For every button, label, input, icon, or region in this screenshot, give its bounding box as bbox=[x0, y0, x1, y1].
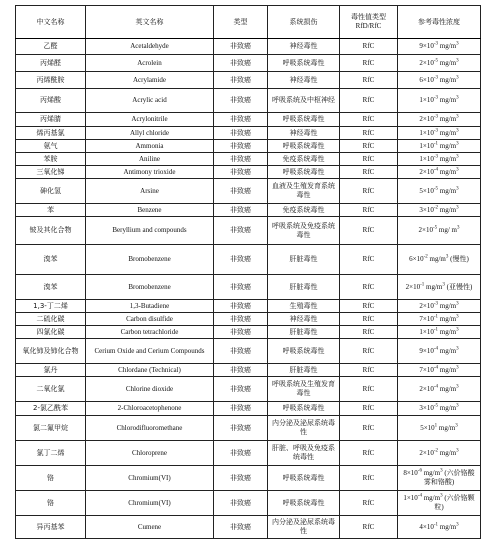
cell-en-name: Benzene bbox=[86, 204, 214, 217]
cell-target-system: 肝脏毒性 bbox=[268, 326, 340, 339]
table-row bbox=[16, 364, 481, 377]
cell-concentration: $8\times 10^{-6}$ $mg/m^3$ (六价铬酸雾和铬酸) bbox=[398, 466, 481, 491]
table-row bbox=[16, 377, 481, 402]
header-type: 类型 bbox=[214, 6, 268, 39]
header-cn-name: 中文名称 bbox=[16, 6, 86, 39]
cell-en-name: Aniline bbox=[86, 153, 214, 166]
cell-value-type: RfC bbox=[340, 326, 398, 339]
cell-concentration: $1\times 10^{-1}$ $mg/m^3$ bbox=[398, 140, 481, 153]
table-row bbox=[16, 72, 481, 89]
cell-cn-name: 异丙基苯 bbox=[16, 516, 86, 539]
cell-en-name: Beryllium and compounds bbox=[86, 217, 214, 245]
table-row bbox=[16, 153, 481, 166]
cell-type: 非致癌 bbox=[214, 55, 268, 72]
header-target-system: 系统损伤 bbox=[268, 6, 340, 39]
cell-type: 非致癌 bbox=[214, 217, 268, 245]
cell-en-name: Cumene bbox=[86, 516, 214, 539]
cell-cn-name: 苯胺 bbox=[16, 153, 86, 166]
cell-value-type: RfC bbox=[340, 179, 398, 204]
cell-target-system: 内分泌及泌尿系统毒性 bbox=[268, 416, 340, 441]
cell-type: 非致癌 bbox=[214, 166, 268, 179]
cell-type: 非致癌 bbox=[214, 491, 268, 516]
table-row bbox=[16, 204, 481, 217]
cell-en-name: Carbon tetrachloride bbox=[86, 326, 214, 339]
cell-target-system: 肝脏毒性 bbox=[268, 364, 340, 377]
cell-cn-name: 烯丙基氯 bbox=[16, 127, 86, 140]
cell-target-system: 呼吸系统及生殖发育毒性 bbox=[268, 377, 340, 402]
cell-value-type: RfC bbox=[340, 339, 398, 364]
cell-cn-name: 氧化铈及铈化合物 bbox=[16, 339, 86, 364]
cell-en-name: Ammonia bbox=[86, 140, 214, 153]
cell-type: 非致癌 bbox=[214, 313, 268, 326]
cell-cn-name: 氯丁二烯 bbox=[16, 441, 86, 466]
cell-type: 非致癌 bbox=[214, 127, 268, 140]
cell-cn-name: 丙烯酸 bbox=[16, 89, 86, 113]
cell-cn-name: 乙醛 bbox=[16, 39, 86, 55]
cell-concentration: $1\times 10^{-3}$ $mg/m^3$ bbox=[398, 153, 481, 166]
cell-value-type: RfC bbox=[340, 55, 398, 72]
cell-cn-name: 铬 bbox=[16, 466, 86, 491]
cell-concentration: $2\times 10^{-3}$ $mg/m^3$ bbox=[398, 300, 481, 313]
cell-en-name: 2-Chloroacetophenone bbox=[86, 402, 214, 416]
table-row bbox=[16, 416, 481, 441]
cell-en-name: Acrylamide bbox=[86, 72, 214, 89]
cell-cn-name: 丙烯酰胺 bbox=[16, 72, 86, 89]
cell-concentration: $3\times 10^{-5}$ $mg/m^3$ bbox=[398, 402, 481, 416]
toxicity-table bbox=[15, 5, 481, 539]
cell-concentration: $5\times 10^{-5}$ $mg/m^3$ bbox=[398, 179, 481, 204]
cell-cn-name: 溴苯 bbox=[16, 245, 86, 275]
cell-type: 非致癌 bbox=[214, 516, 268, 539]
cell-type: 非致癌 bbox=[214, 140, 268, 153]
header-concentration: 参考毒性浓度 bbox=[398, 6, 481, 39]
cell-en-name: Cerium Oxide and Cerium Compounds bbox=[86, 339, 214, 364]
cell-target-system: 肝脏毒性 bbox=[268, 245, 340, 275]
cell-type: 非致癌 bbox=[214, 416, 268, 441]
cell-value-type: RfC bbox=[340, 217, 398, 245]
cell-en-name: Acrolein bbox=[86, 55, 214, 72]
cell-en-name: Arsine bbox=[86, 179, 214, 204]
cell-value-type: RfC bbox=[340, 300, 398, 313]
cell-target-system: 呼吸系统毒性 bbox=[268, 55, 340, 72]
cell-en-name: 1,3-Butadiene bbox=[86, 300, 214, 313]
table-row bbox=[16, 313, 481, 326]
cell-concentration: $1\times 10^{-3}$ $mg/m^3$ bbox=[398, 89, 481, 113]
cell-target-system: 呼吸系统毒性 bbox=[268, 339, 340, 364]
cell-value-type: RfC bbox=[340, 140, 398, 153]
cell-en-name: Allyl chloride bbox=[86, 127, 214, 140]
cell-target-system: 内分泌及泌尿系统毒性 bbox=[268, 516, 340, 539]
cell-en-name: Chlorodifluoromethane bbox=[86, 416, 214, 441]
cell-type: 非致癌 bbox=[214, 364, 268, 377]
cell-target-system: 血液及生殖发育系统毒性 bbox=[268, 179, 340, 204]
cell-en-name: Antimony trioxide bbox=[86, 166, 214, 179]
cell-type: 非致癌 bbox=[214, 204, 268, 217]
cell-cn-name: 2-氯乙酰苯 bbox=[16, 402, 86, 416]
cell-target-system: 神经毒性 bbox=[268, 39, 340, 55]
cell-cn-name: 溴苯 bbox=[16, 275, 86, 300]
cell-en-name: Acetaldehyde bbox=[86, 39, 214, 55]
cell-value-type: RfC bbox=[340, 441, 398, 466]
table-row bbox=[16, 516, 481, 539]
cell-value-type: RfC bbox=[340, 416, 398, 441]
cell-type: 非致癌 bbox=[214, 326, 268, 339]
cell-target-system: 呼吸系统毒性 bbox=[268, 402, 340, 416]
cell-value-type: RfC bbox=[340, 516, 398, 539]
cell-concentration: $2\times 10^{-5}$ mg/ $m^3$ bbox=[398, 217, 481, 245]
cell-target-system: 呼吸系统及免疫系统毒性 bbox=[268, 217, 340, 245]
table-row bbox=[16, 275, 481, 300]
cell-value-type: RfC bbox=[340, 153, 398, 166]
table-row bbox=[16, 127, 481, 140]
table-row bbox=[16, 326, 481, 339]
cell-en-name: Bromobenzene bbox=[86, 245, 214, 275]
cell-value-type: RfC bbox=[340, 127, 398, 140]
cell-cn-name: 砷化氢 bbox=[16, 179, 86, 204]
cell-type: 非致癌 bbox=[214, 72, 268, 89]
cell-en-name: Chromium(VI) bbox=[86, 466, 214, 491]
cell-en-name: Acrylonitrile bbox=[86, 113, 214, 127]
cell-en-name: Bromobenzene bbox=[86, 275, 214, 300]
table-row bbox=[16, 113, 481, 127]
cell-type: 非致癌 bbox=[214, 441, 268, 466]
table-row bbox=[16, 179, 481, 204]
cell-type: 非致癌 bbox=[214, 113, 268, 127]
cell-target-system: 呼吸系统毒性 bbox=[268, 466, 340, 491]
cell-value-type: RfC bbox=[340, 89, 398, 113]
cell-value-type: RfC bbox=[340, 377, 398, 402]
cell-en-name: Chlordane (Technical) bbox=[86, 364, 214, 377]
cell-concentration: $1\times 10^{-3}$ $mg/m^3$ bbox=[398, 127, 481, 140]
cell-type: 非致癌 bbox=[214, 39, 268, 55]
cell-en-name: Chloroprene bbox=[86, 441, 214, 466]
cell-target-system: 生殖毒性 bbox=[268, 300, 340, 313]
table-row bbox=[16, 491, 481, 516]
cell-concentration: $6\times 10^{-2}$ $mg/m^3$ (慢性) bbox=[398, 245, 481, 275]
cell-target-system: 免疫系统毒性 bbox=[268, 153, 340, 166]
cell-concentration: $3\times 10^{-2}$ $mg/m^3$ bbox=[398, 204, 481, 217]
cell-concentration: $6\times 10^{-3}$ $mg/m^3$ bbox=[398, 72, 481, 89]
table-row bbox=[16, 140, 481, 153]
cell-concentration: $9\times 10^{-3}$ $mg/m^3$ bbox=[398, 39, 481, 55]
cell-concentration: $7\times 10^{-1}$ $mg/m^3$ bbox=[398, 313, 481, 326]
cell-type: 非致癌 bbox=[214, 275, 268, 300]
table-row bbox=[16, 166, 481, 179]
table-row bbox=[16, 89, 481, 113]
cell-cn-name: 氯丹 bbox=[16, 364, 86, 377]
cell-type: 非致癌 bbox=[214, 339, 268, 364]
cell-cn-name: 氯二氟甲烷 bbox=[16, 416, 86, 441]
cell-cn-name: 氨气 bbox=[16, 140, 86, 153]
cell-cn-name: 铬 bbox=[16, 491, 86, 516]
cell-type: 非致癌 bbox=[214, 245, 268, 275]
cell-target-system: 肝脏、呼吸及免疫系统毒性 bbox=[268, 441, 340, 466]
cell-value-type: RfC bbox=[340, 113, 398, 127]
cell-concentration: $2\times 10^{-5}$ $mg/m^3$ bbox=[398, 55, 481, 72]
table-row bbox=[16, 402, 481, 416]
cell-type: 非致癌 bbox=[214, 300, 268, 313]
cell-value-type: RfC bbox=[340, 72, 398, 89]
table-body bbox=[16, 39, 481, 539]
cell-target-system: 呼吸系统毒性 bbox=[268, 113, 340, 127]
cell-value-type: RfC bbox=[340, 402, 398, 416]
cell-en-name: Chlorine dioxide bbox=[86, 377, 214, 402]
table-row bbox=[16, 300, 481, 313]
cell-target-system: 神经毒性 bbox=[268, 72, 340, 89]
cell-value-type: RfC bbox=[340, 166, 398, 179]
table-header-row bbox=[16, 6, 481, 39]
cell-concentration: $2\times 10^{-1}$ $mg/m^3$ (亚慢性) bbox=[398, 275, 481, 300]
cell-concentration: $2\times 10^{-2}$ $mg/m^3$ bbox=[398, 441, 481, 466]
cell-cn-name: 四氯化碳 bbox=[16, 326, 86, 339]
table-row bbox=[16, 39, 481, 55]
cell-value-type: RfC bbox=[340, 39, 398, 55]
cell-target-system: 呼吸系统毒性 bbox=[268, 166, 340, 179]
cell-value-type: RfC bbox=[340, 204, 398, 217]
table-row bbox=[16, 217, 481, 245]
header-en-name: 英文名称 bbox=[86, 6, 214, 39]
cell-value-type: RfC bbox=[340, 364, 398, 377]
cell-cn-name: 丙烯腈 bbox=[16, 113, 86, 127]
cell-cn-name: 二硫化碳 bbox=[16, 313, 86, 326]
cell-cn-name: 苯 bbox=[16, 204, 86, 217]
cell-concentration: $7\times 10^{-4}$ $mg/m^3$ bbox=[398, 364, 481, 377]
cell-target-system: 神经毒性 bbox=[268, 127, 340, 140]
table-row bbox=[16, 339, 481, 364]
cell-concentration: $1\times 10^{-1}$ $mg/m^3$ bbox=[398, 326, 481, 339]
table-row bbox=[16, 466, 481, 491]
cell-type: 非致癌 bbox=[214, 402, 268, 416]
cell-concentration: $2\times 10^{-3}$ $mg/m^3$ bbox=[398, 113, 481, 127]
cell-value-type: RfC bbox=[340, 245, 398, 275]
cell-type: 非致癌 bbox=[214, 153, 268, 166]
cell-type: 非致癌 bbox=[214, 377, 268, 402]
cell-target-system: 呼吸系统毒性 bbox=[268, 140, 340, 153]
cell-value-type: RfC bbox=[340, 313, 398, 326]
cell-concentration: $1\times 10^{-4}$ $mg/m^3$ (六价铬颗粒) bbox=[398, 491, 481, 516]
cell-type: 非致癌 bbox=[214, 179, 268, 204]
cell-en-name: Acrylic acid bbox=[86, 89, 214, 113]
cell-cn-name: 1,3-丁二烯 bbox=[16, 300, 86, 313]
cell-target-system: 免疫系统毒性 bbox=[268, 204, 340, 217]
cell-cn-name: 三氧化锑 bbox=[16, 166, 86, 179]
cell-concentration: $4\times 10^{-1}$ $mg/m^3$ bbox=[398, 516, 481, 539]
table-row bbox=[16, 55, 481, 72]
cell-value-type: RfC bbox=[340, 275, 398, 300]
cell-en-name: Chromium(VI) bbox=[86, 491, 214, 516]
cell-en-name: Carbon disulfide bbox=[86, 313, 214, 326]
cell-concentration: $9\times 10^{-4}$ $mg/m^3$ bbox=[398, 339, 481, 364]
cell-cn-name: 二氧化氯 bbox=[16, 377, 86, 402]
cell-cn-name: 丙烯醛 bbox=[16, 55, 86, 72]
cell-value-type: RfC bbox=[340, 491, 398, 516]
cell-type: 非致癌 bbox=[214, 89, 268, 113]
cell-value-type: RfC bbox=[340, 466, 398, 491]
cell-concentration: $2\times 10^{-4}$ $mg/m^3$ bbox=[398, 166, 481, 179]
header-value-type: 毒性值类型 RfD/RfC bbox=[340, 6, 398, 39]
cell-type: 非致癌 bbox=[214, 466, 268, 491]
cell-concentration: $5\times 10^1$ $mg/m^3$ bbox=[398, 416, 481, 441]
cell-target-system: 呼吸系统毒性 bbox=[268, 491, 340, 516]
table-row bbox=[16, 441, 481, 466]
cell-target-system: 神经毒性 bbox=[268, 313, 340, 326]
cell-target-system: 肝脏毒性 bbox=[268, 275, 340, 300]
cell-target-system: 呼吸系统及中枢神经 bbox=[268, 89, 340, 113]
table-row bbox=[16, 245, 481, 275]
cell-cn-name: 铍及其化合物 bbox=[16, 217, 86, 245]
cell-concentration: $2\times 10^{-4}$ $mg/m^3$ bbox=[398, 377, 481, 402]
